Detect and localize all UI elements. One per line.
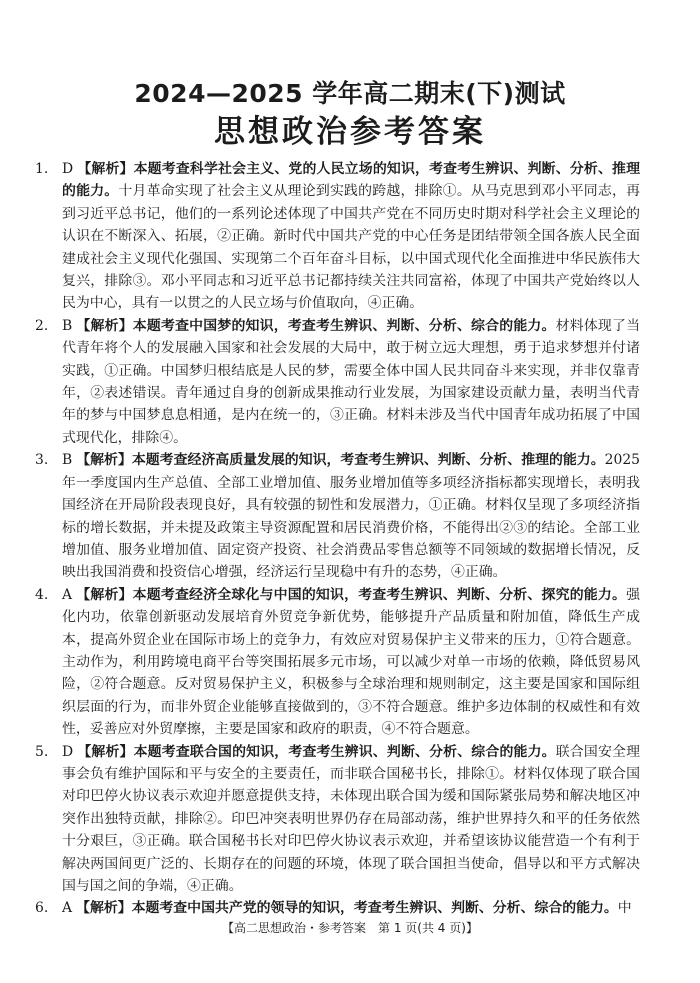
analysis-lead: 【解析】本题考查联合国的知识，考查考生辨识、判断、分析、综合的能力。 — [77, 743, 556, 760]
answer-choice: A — [62, 900, 73, 917]
answer-item-5 — [35, 741, 640, 898]
answers-list — [35, 158, 640, 920]
analysis-lead: 【解析】本题考查中国梦的知识，考查考生辨识、判断、分析、综合的能力。 — [76, 317, 556, 334]
analysis-lead: 【解析】本题考查科学社会主义、党的人民立场的知识，考查考生辨识、判断、分析、推理的能力。 — [62, 161, 640, 200]
analysis-body: 中 — [617, 900, 632, 917]
page-footer: 【高二思想政治・参考答案 第 1 页(共 4 页)】 — [222, 921, 478, 935]
question-number: 1. — [35, 161, 49, 177]
answer-item-2 — [35, 315, 640, 449]
answer-choice: B — [62, 452, 73, 469]
analysis-lead: 【解析】本题考查经济全球化与中国的知识，考查考生辨识、判断、分析、探究的能力。 — [76, 586, 627, 603]
page-title: 思想政治参考答案 — [214, 114, 486, 150]
answer-item-6 — [35, 897, 640, 919]
answer-item-4 — [35, 584, 640, 741]
question-number: 5. — [35, 743, 49, 760]
analysis-body: 联合国安全理事会负有维护国际和平与安全的主要责任，而非联合国秘书长，排除①。材料仅体现了联合国对印巴停火协议表示欢迎并愿意提供支持，未体现出联合国为缓和国际紧张局势和解决地区冲突作出独特贡献，排除②。印巴冲突表明世界仍存在局部动荡，维护世界持久和平的任务依然十分艰巨，③正确。联合国秘书长对印巴停火协议表示欢迎，并希望该协议能营造一个有利于解决两国间更广泛的、长期存在的问题的环境，体现了联合国担当使命，倡导以和平方式解决国与国之间的争端，④正确。 — [62, 743, 640, 894]
answer-item-1 — [35, 158, 640, 315]
analysis-lead: 【解析】本题考查经济高质量发展的知识，考查考生辨识、判断、分析、推理的能力。 — [76, 452, 605, 469]
analysis-body: 2025年一季度国内生产总值、全部工业增加值、服务业增加值等多项经济指标都实现增长，表明我国经济在开局阶段表现良好，具有较强的韧性和发展潜力，①正确。材料仅呈现了多项经济指标的增长数据，并未提及政策主导资源配置和居民消费价格，不能得出②③的结论。全部工业增加值、服务业增加值、固定资产投资、社会消费品零售总额等不同领域的数据增长情况，反映出我国消费和投资信心增强，经济运行呈现稳中有升的态势，④正确。 — [62, 452, 640, 581]
answer-choice: B — [62, 317, 73, 334]
answer-item-3 — [35, 449, 640, 583]
answer-choice: D — [62, 743, 74, 760]
answer-choice: D — [62, 161, 74, 177]
analysis-body: 十月革命实现了社会主义从理论到实践的跨越，排除①。从马克思到邓小平同志，再到习近平总书记，他们的一系列论述体现了中国共产党在不同历史时期对科学社会主义理论的认识在不断深入、拓展，②正确。新时代中国共产党的中心任务是团结带领全国各族人民全面建成社会主义现代化强国、实现第二个百年奋斗目标，以中国式现代化全面推进中华民族伟大复兴，排除③。邓小平同志和习近平总书记都持续关注共同富裕，体现了中国共产党始终以人民为中心，具有一以贯之的人民立场与价值取向，④正确。 — [62, 183, 640, 312]
question-number: 6. — [35, 900, 49, 917]
analysis-lead: 【解析】本题考查中国共产党的领导的知识，考查考生辨识、判断、分析、综合的能力。 — [76, 900, 618, 917]
analysis-body: 材料体现了当代青年将个人的发展融入国家和社会发展的大局中，敢于树立远大理想，勇于追求梦想并付诸实践，①正确。中国梦归根结底是人民的梦，需要全体中国人民共同奋斗来实现，并非仅靠青年，②表述错误。青年通过自身的创新成果推动行业发展，为国家建设贡献力量，表明当代青年的梦与中国梦息息相通，是内在统一的，③正确。材料未涉及当代中国青年成功拓展了中国式现代化，排除④。 — [62, 317, 640, 446]
question-number: 3. — [35, 452, 49, 469]
analysis-body: 强化内功，依靠创新驱动发展培育外贸竞争新优势，能够提升产品质量和附加值，降低生产成本，提高外贸企业在国际市场上的竞争力，有效应对贸易保护主义带来的压力，①符合题意。主动作为，利用跨境电商平台等突围拓展多元市场，可以减少对单一市场的依赖，降低贸易风险，②符合题意。反对贸易保护主义，积极参与全球治理和规则制定，这主要是国家和国际组织层面的行为，而非外贸企业能够直接做到的，③不符合题意。维护多边体制的权威性和有效性，妥善应对外贸摩擦，主要是国家和政府的职责，④不符合题意。 — [62, 586, 640, 738]
question-number: 2. — [35, 317, 49, 334]
exam-title: 2024—2025 学年高二期末(下)测试 — [134, 79, 566, 108]
question-number: 4. — [35, 586, 49, 603]
answer-choice: A — [62, 586, 73, 603]
